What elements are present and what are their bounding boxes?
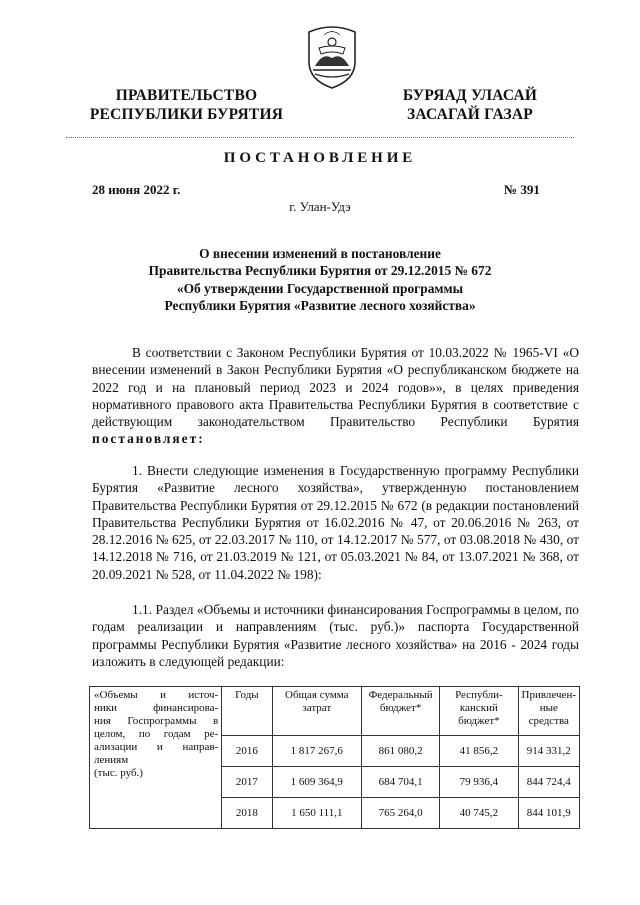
cell-year: 2018	[222, 798, 272, 829]
desc-line: ния Госпрограммы в	[94, 715, 219, 727]
desc-line: ники финансирова-	[94, 702, 219, 714]
header-years: Годы	[222, 687, 272, 736]
org-name-buryat	[384, 86, 556, 124]
subject-line-1: О внесении изменений в постановление	[199, 246, 441, 261]
table-header-row	[90, 687, 580, 736]
org-name-russian	[84, 86, 289, 124]
header-republican: Республиканский бюджет*	[440, 687, 518, 736]
desc-line: целом, по годам ре-	[94, 728, 219, 740]
cell-total: 1 650 111,1	[272, 798, 361, 829]
cell-federal: 765 264,0	[361, 798, 439, 829]
header-total: Общая сумма затрат	[272, 687, 361, 736]
cell-attracted: 914 331,2	[518, 736, 579, 767]
cell-total: 1 817 267,6	[272, 736, 361, 767]
document-subject	[96, 245, 544, 314]
header-federal: Федеральный бюджет*	[361, 687, 439, 736]
document-date: 28 июня 2022 г.	[92, 182, 181, 197]
desc-line: лениям	[94, 754, 129, 766]
coat-of-arms-emblem	[303, 22, 361, 90]
document-number: № 391	[504, 182, 540, 197]
desc-line: ализации и направ-	[94, 741, 219, 753]
preamble-text: В соответствии с Законом Республики Бурятия от 10.03.2022 № 1965-VI «О внесении изменений в Закон Республики Бурятия «О республиканском бюджете на 2022 год и на плановый период 2023 и 2024 годов»», в целях приведения нормативного правового акта Правительства Республики Бурятия в соответствие с действующим законодательством Правительство Республики Бурятия	[92, 345, 579, 430]
header-divider	[66, 137, 574, 138]
cell-attracted: 844 101,9	[518, 798, 579, 829]
desc-line: «Объемы и источ-	[94, 689, 219, 701]
org-right-line-2: ЗАСАГАЙ ГАЗАР	[407, 106, 533, 123]
subject-line-2: Правительства Республики Бурятия от 29.12.2015 № 672	[148, 263, 492, 279]
cell-republican: 40 745,2	[440, 798, 518, 829]
table-description-cell	[90, 687, 222, 829]
desc-line: (тыс. руб.)	[94, 767, 143, 779]
cell-year: 2016	[222, 736, 272, 767]
subject-line-3: «Об утверждении Государственной программы	[176, 280, 464, 296]
clause-1-paragraph: 1. Внести следующие изменения в Государственную программу Республики Бурятия «Развитие лесного хозяйства», утвержденную постановлением Правительства Республики Бурятия от 29.12.2015 № 672 (в редакции постановлений Правительства Республики Бурятия от 16.02.2016 № 47, от 20.06.2016 № 263, от 28.12.2016 № 625, от 22.03.2017 № 110, от 14.12.2017 № 577, от 03.08.2018 № 430, от 14.12.2018 № 716, от 21.03.2019 № 121, от 05.03.2021 № 84, от 13.07.2021 № 368, от 20.09.2021 № 528, от 11.04.2022 № 198):	[92, 463, 579, 582]
cell-attracted: 844 724,4	[518, 767, 579, 798]
cell-year: 2017	[222, 767, 272, 798]
cell-federal: 861 080,2	[361, 736, 439, 767]
org-left-line-1: ПРАВИТЕЛЬСТВО	[115, 87, 258, 104]
financing-table	[89, 686, 580, 829]
cell-republican: 79 936,4	[440, 767, 518, 798]
cell-total: 1 609 364,9	[272, 767, 361, 798]
cell-federal: 684 704,1	[361, 767, 439, 798]
cell-republican: 41 856,2	[440, 736, 518, 767]
preamble-paragraph	[92, 344, 579, 448]
org-left-line-2: РЕСПУБЛИКИ БУРЯТИЯ	[89, 106, 284, 123]
org-right-line-1: БУРЯАД УЛАСАЙ	[402, 87, 538, 104]
resolves-keyword: постановляет:	[92, 431, 205, 447]
header-attracted: Привлеченные средства	[518, 687, 579, 736]
clause-1-1-paragraph: 1.1. Раздел «Объемы и источники финансирования Госпрограммы в целом, по годам реализации и направлениям (тыс. руб.)» паспорта Государственной программы Республики Бурятия «Развитие лесного хозяйства» на 2016 - 2024 годы изложить в следующей редакции:	[92, 602, 579, 669]
document-city: г. Улан-Удэ	[289, 199, 351, 214]
document-type-title: ПОСТАНОВЛЕНИЕ	[223, 150, 417, 166]
subject-line-4: Республики Бурятия «Развитие лесного хозяйства»	[164, 297, 476, 313]
